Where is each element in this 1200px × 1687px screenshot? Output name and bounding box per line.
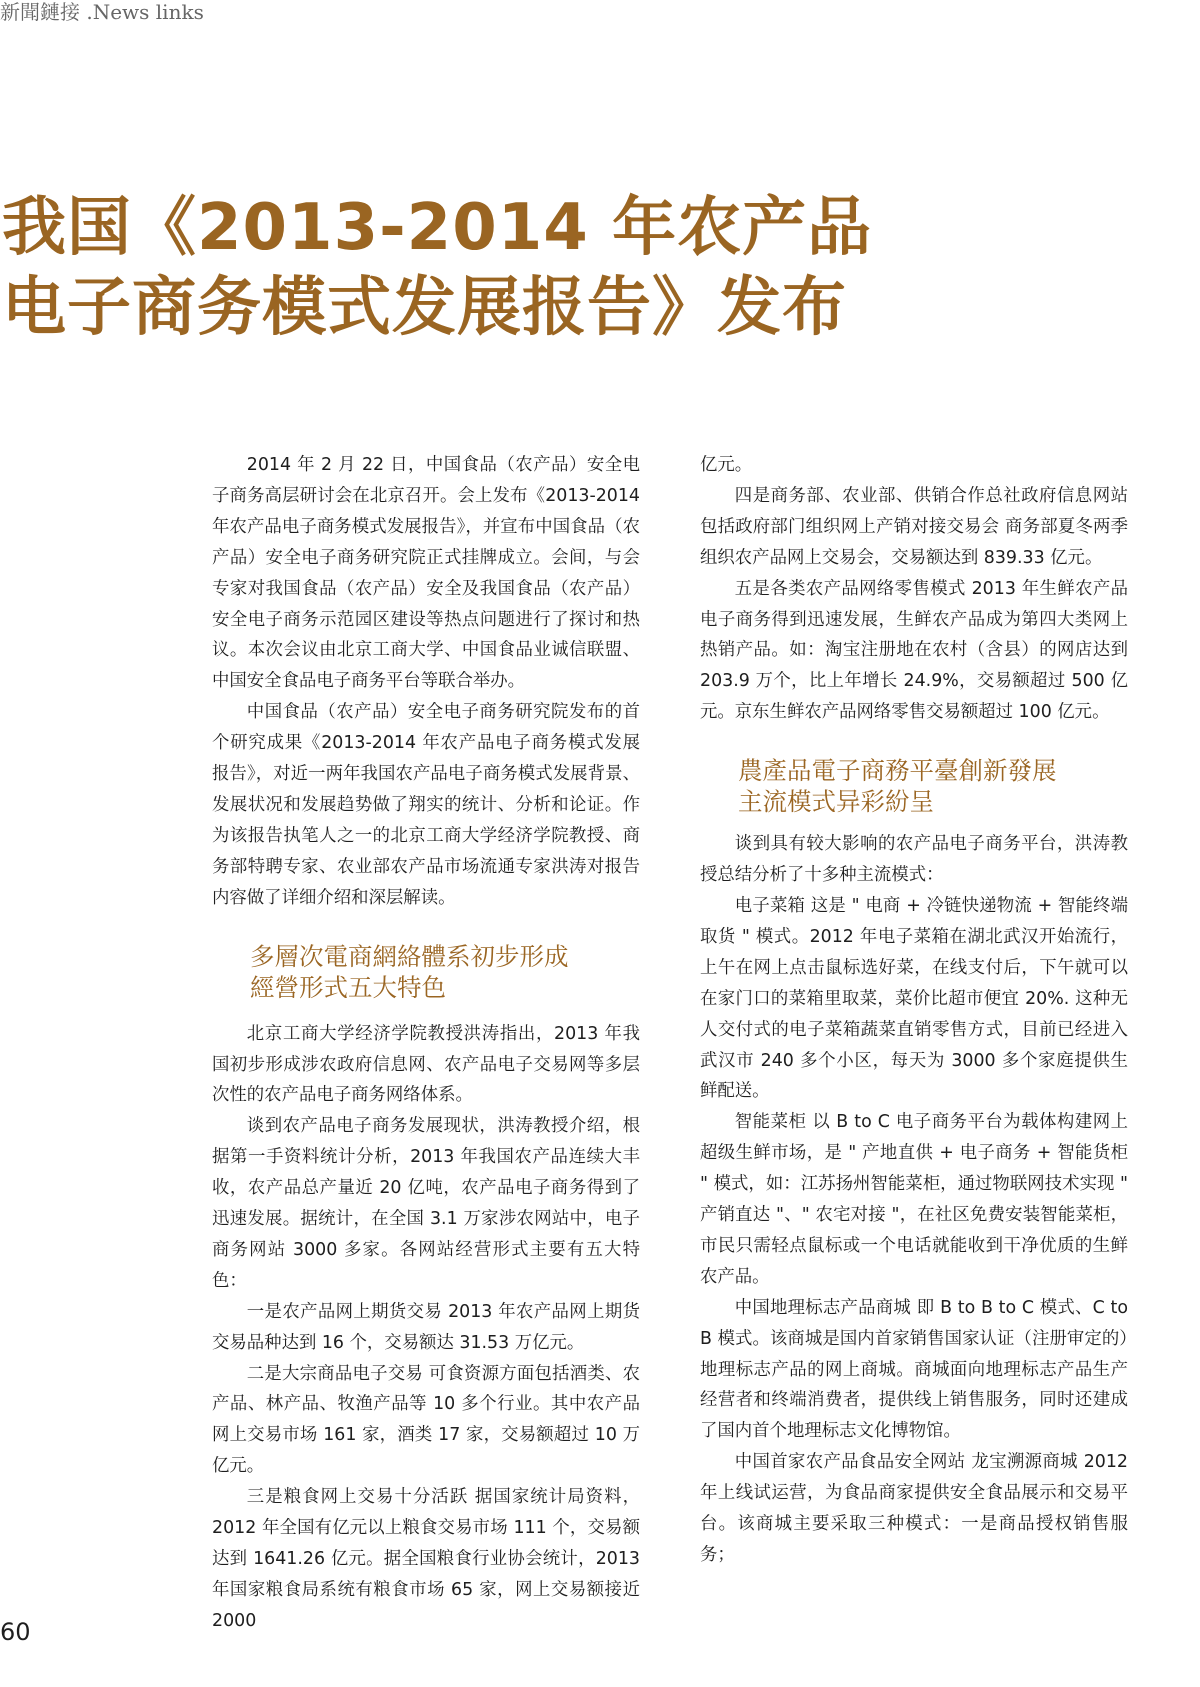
right-column [700, 450, 1128, 1571]
paragraph: 中国首家农产品食品安全网站 龙宝溯源商城 2012 年上线试运营，为食品商家提供安全食品展示和交易平台。该商城主要采取三种模式：一是商品授权销售服务； [700, 1452, 1128, 1565]
article-title [2, 188, 1002, 348]
section-heading-line: 農產品電子商務平臺創新發展 [738, 756, 1057, 786]
paragraph: 五是各类农产品网络零售模式 2013 年生鲜农产品电子商务得到迅速发展，生鲜农产品成为第四大类网上热销产品。如：淘宝注册地在农村（含县）的网店达到 203.9 万个，比上年增长 24.9%，交易额超过 500 亿元。京东生鲜农产品网络零售交易额超过 100 亿元。 [700, 578, 1128, 723]
page-number: 60 [0, 1618, 31, 1646]
paragraph: 智能菜柜 以 B to C 电子商务平台为载体构建网上超级生鲜市场，是 " 产地直供 + 电子商务 + 智能货柜 " 模式，如：江苏扬州智能菜柜，通过物联网技术实现 " 产销直达 "、" 农宅对接 "，在社区免费安装智能菜柜，市民只需轻点鼠标或一个电话就能收到干净优质的生鲜农产品。 [700, 1112, 1128, 1287]
paragraph: 一是农产品网上期货交易 2013 年农产品网上期货交易品种达到 16 个，交易额达 31.53 万亿元。 [212, 1301, 640, 1353]
paragraph-continuation: 亿元。 [700, 455, 753, 475]
section-heading-line: 經營形式五大特色 [250, 972, 446, 1002]
paragraph: 电子菜箱 这是 " 电商 + 冷链快递物流 + 智能终端取货 " 模式。2012 年电子菜箱在湖北武汉开始流行，上午在网上点击鼠标选好菜，在线支付后，下午就可以在家门口的菜箱里取菜，菜价比超市便宜 20%. 这种无人交付式的电子菜箱蔬菜直销零售方式，目前已经进入武汉市 240 多个小区，每天为 3000 多个家庭提供生鲜配送。 [700, 895, 1128, 1102]
paragraph: 三是粮食网上交易十分活跃 据国家统计局资料，2012 年全国有亿元以上粮食交易市场 111 个，交易额达到 1641.26 亿元。据全国粮食行业协会统计，2013 年国家粮食局系统有粮食市场 65 家，网上交易额接近 2000 [212, 1487, 640, 1631]
section-heading-1 [212, 941, 640, 1003]
paragraph: 2014 年 2 月 22 日，中国食品（农产品）安全电子商务高层研讨会在北京召开。会上发布《2013-2014 年农产品电子商务模式发展报告》，并宣布中国食品（农产品）安全电子商务研究院正式挂牌成立。会间，与会专家对我国食品（农产品）安全及我国食品（农产品）安全电子商务示范园区建设等热点问题进行了探讨和热议。本次会议由北京工商大学、中国食品业诚信联盟、中国安全食品电子商务平台等联合举办。 [212, 455, 640, 692]
left-column [212, 450, 640, 1637]
running-head: 新聞鏈接 .News links [0, 0, 204, 24]
paragraph: 北京工商大学经济学院教授洪涛指出，2013 年我国初步形成涉农政府信息网、农产品电子交易网等多层次性的农产品电子商务网络体系。 [212, 1023, 640, 1106]
paragraph: 二是大宗商品电子交易 可食资源方面包括酒类、农产品、林产品、牧渔产品等 10 多个行业。其中农产品网上交易市场 161 家，酒类 17 家，交易额超过 10 万亿元。 [212, 1363, 640, 1477]
paragraph: 谈到具有较大影响的农产品电子商务平台，洪涛教授总结分析了十多种主流模式： [700, 834, 1128, 886]
title-line-1: 我国《2013-2014 年农产品 [2, 191, 873, 265]
paragraph: 中国地理标志产品商城 即 B to B to C 模式、C to B 模式。该商城是国内首家销售国家认证（注册审定的）地理标志产品的网上商城。商城面向地理标志产品生产经营者和终端消费者，提供线上销售服务，同时还建成了国内首个地理标志文化博物馆。 [700, 1297, 1128, 1442]
section-heading-line: 多層次電商網絡體系初步形成 [250, 941, 569, 971]
paragraph: 中国食品（农产品）安全电子商务研究院发布的首个研究成果《2013-2014 年农产品电子商务模式发展报告》，对近一两年我国农产品电子商务模式发展背景、发展状况和发展趋势做了翔实的统计、分析和论证。作为该报告执笔人之一的北京工商大学经济学院教授、商务部特聘专家、农业部农产品市场流通专家洪涛对报告内容做了详细介绍和深层解读。 [212, 702, 640, 908]
title-line-2: 电子商务模式发展报告》发布 [2, 271, 847, 345]
paragraph: 四是商务部、农业部、供销合作总社政府信息网站包括政府部门组织网上产销对接交易会 商务部夏冬两季组织农产品网上交易会，交易额达到 839.33 亿元。 [700, 485, 1128, 568]
paragraph: 谈到农产品电子商务发展现状，洪涛教授介绍，根据第一手资料统计分析，2013 年我国农产品连续大丰收，农产品总产量近 20 亿吨，农产品电子商务得到了迅速发展。据统计，在全国 3.1 万家涉农网站中，电子商务网站 3000 多家。各网站经营形式主要有五大特色： [212, 1116, 640, 1291]
section-heading-line: 主流模式异彩紛呈 [738, 787, 934, 817]
section-heading-2 [700, 755, 1128, 817]
